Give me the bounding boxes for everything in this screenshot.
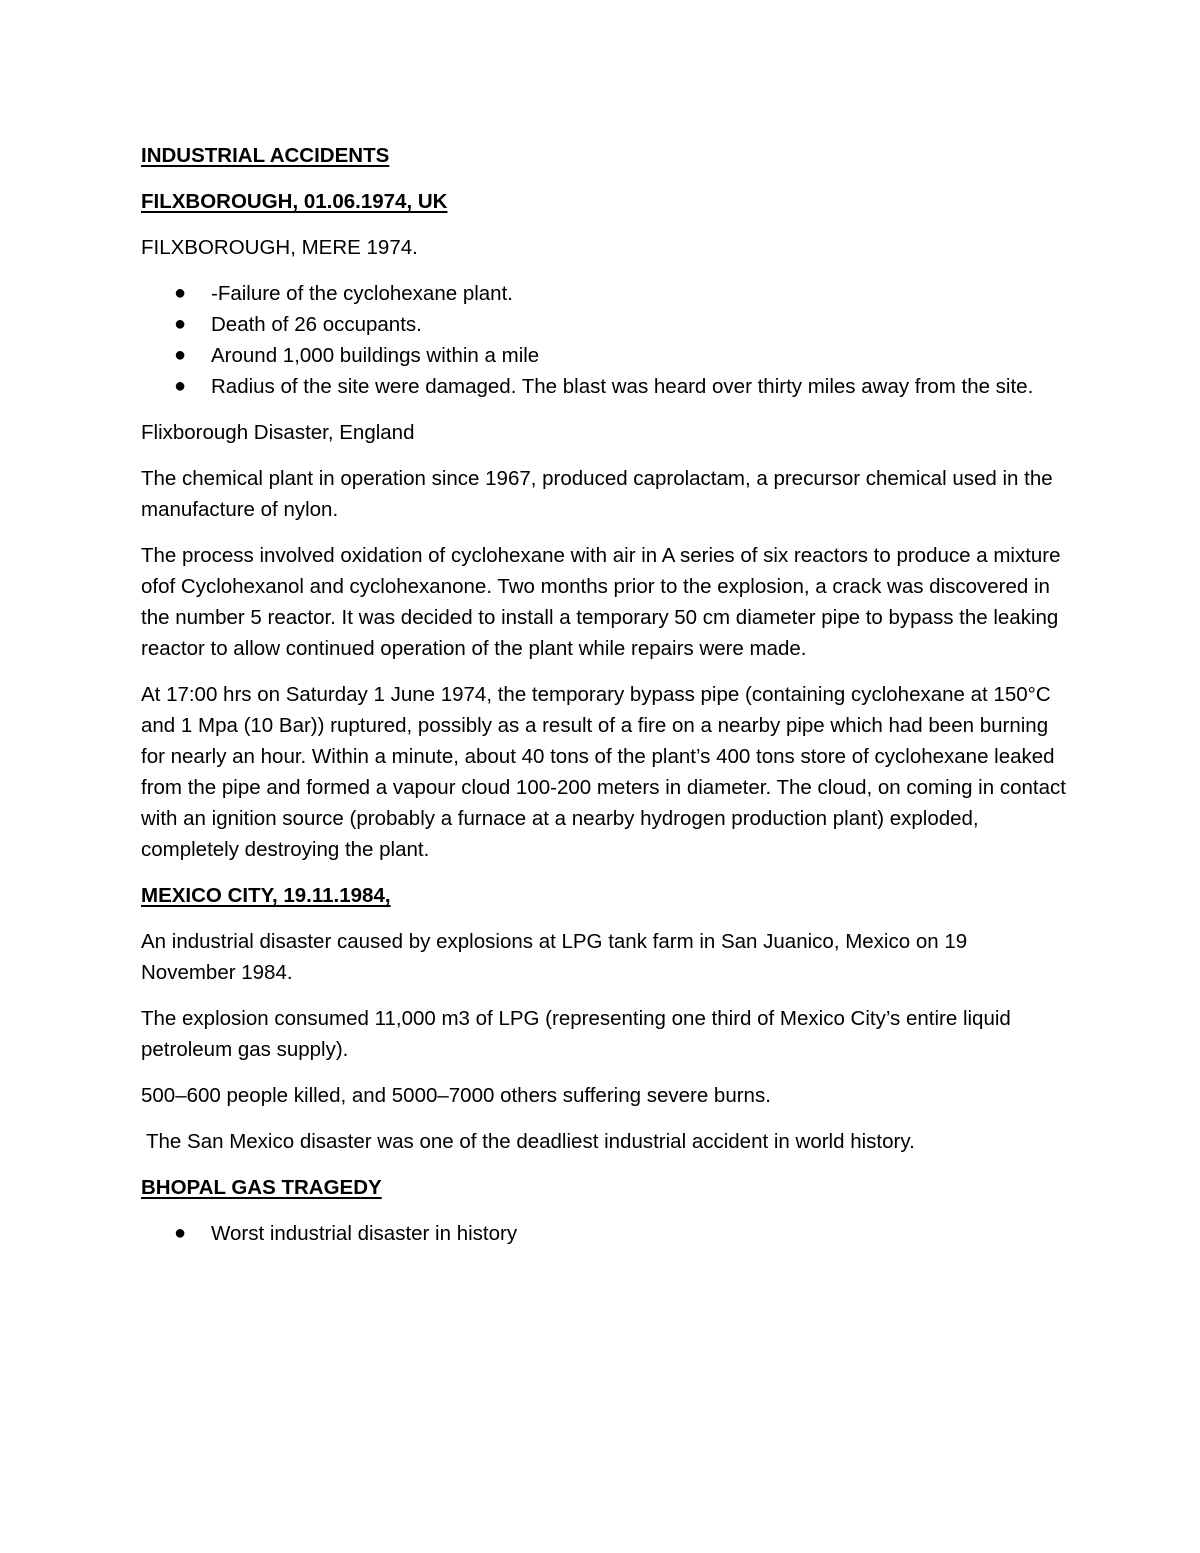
list-item-text: -Failure of the cyclohexane plant. <box>211 282 513 305</box>
mexico-heading: MEXICO CITY, 19.11.1984, <box>141 884 391 907</box>
list-item <box>141 1218 1066 1249</box>
list-item-text: Radius of the site were damaged. The blast was heard over thirty miles away from the site. <box>211 375 1034 398</box>
mexico-paragraph: An industrial disaster caused by explosions at LPG tank farm in San Juanico, Mexico on 19 November 1984. <box>141 930 968 984</box>
bullet-icon: ● <box>174 375 187 397</box>
list-item-text: Death of 26 occupants. <box>211 313 422 336</box>
bullet-icon: ● <box>174 313 187 335</box>
list-item-text: Around 1,000 buildings within a mile <box>211 344 540 367</box>
flixborough-paragraph: The chemical plant in operation since 1967, produced caprolactam, a precursor chemical used in the manufacture of nylon. <box>141 467 1053 521</box>
mexico-paragraph: 500–600 people killed, and 5000–7000 others suffering severe burns. <box>141 1084 771 1107</box>
list-item <box>141 340 1066 371</box>
flixborough-paragraph: Flixborough Disaster, England <box>141 421 415 444</box>
mexico-paragraph: The explosion consumed 11,000 m3 of LPG (representing one third of Mexico City’s entire liquid petroleum gas supply). <box>141 1007 1011 1061</box>
bullet-icon: ● <box>174 1222 187 1244</box>
bhopal-bullet-list <box>141 1218 1066 1249</box>
bullet-icon: ● <box>174 344 187 366</box>
bhopal-heading: BHOPAL GAS TRAGEDY <box>141 1176 382 1199</box>
list-item <box>141 278 1066 309</box>
list-item <box>141 309 1066 340</box>
flixborough-subheading: FILXBOROUGH, MERE 1974. <box>141 236 418 259</box>
bullet-icon: ● <box>174 282 187 304</box>
mexico-paragraph: The San Mexico disaster was one of the deadliest industrial accident in world history. <box>146 1130 915 1153</box>
flixborough-paragraph: The process involved oxidation of cyclohexane with air in A series of six reactors to produce a mixture ofof Cyclohexanol and cyclohexanone. Two months prior to the explosion, a crack was discovered in the number 5 reactor. It was decided to install a temporary 50 cm diameter pipe to bypass the leaking reactor to allow continued operation of the plant while repairs were made. <box>141 544 1061 660</box>
list-item <box>141 371 1066 402</box>
flixborough-heading: FILXBOROUGH, 01.06.1974, UK <box>141 190 448 213</box>
document-title: INDUSTRIAL ACCIDENTS <box>141 144 390 167</box>
list-item-text: Worst industrial disaster in history <box>211 1222 518 1245</box>
flixborough-paragraph: At 17:00 hrs on Saturday 1 June 1974, the temporary bypass pipe (containing cyclohexane at 150°C and 1 Mpa (10 Bar)) ruptured, possibly as a result of a fire on a nearby pipe which had been burning for nearly an hour. Within a minute, about 40 tons of the plant’s 400 tons store of cyclohexane leaked from the pipe and formed a vapour cloud 100-200 meters in diameter. The cloud, on coming in contact with an ignition source (probably a furnace at a nearby hydrogen production plant) exploded, completely destroying the plant. <box>141 683 1066 861</box>
document-page <box>141 140 1066 1264</box>
flixborough-bullet-list <box>141 278 1066 402</box>
